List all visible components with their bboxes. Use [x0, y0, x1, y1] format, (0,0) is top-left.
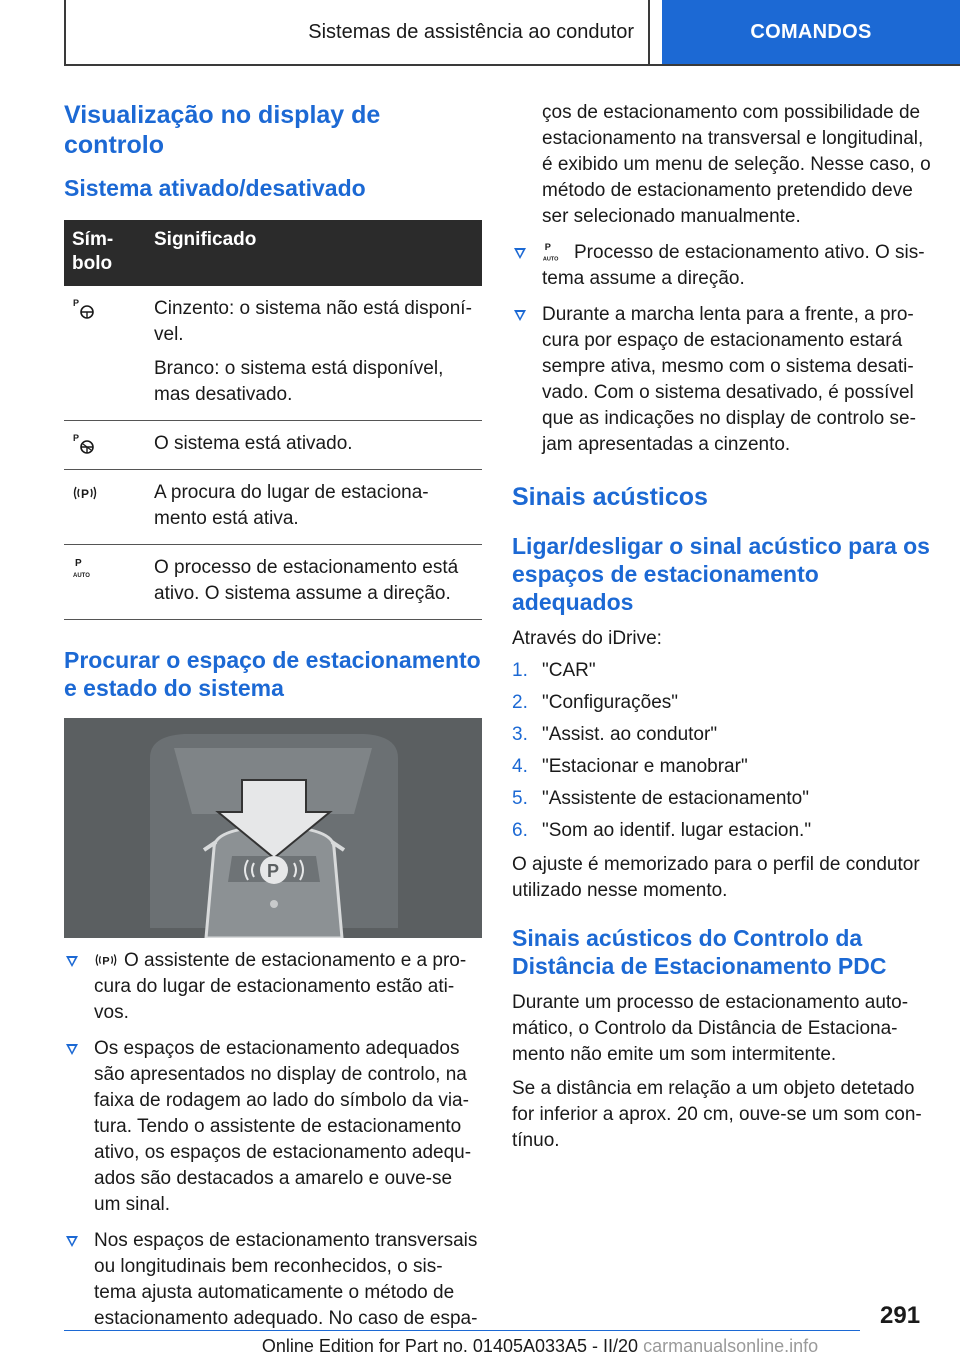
step-text: "Som ao identif. lugar estacion." [542, 820, 812, 841]
table-row [64, 286, 482, 421]
table-header-meaning: Significado [146, 220, 482, 286]
header-rule [64, 64, 960, 66]
table-header-symbol: Sím- bolo [64, 220, 146, 286]
pdc-paragraph-1: Durante um processo de estacionamento auto-mático, o Controlo da Distância de Estaciona-mento não emite um som intermitente. [512, 992, 909, 1065]
list-item [512, 690, 932, 716]
continued-paragraph: ços de estacionamento com possibilidade de estacionamento na transversal e longitudinal, é exibido um menu de seleção. Nesse caso, o método de estacionamento pretendido deve ser selecionado manualmente. [542, 102, 931, 227]
list-item [512, 722, 932, 748]
svg-text:P: P [102, 955, 110, 968]
list-item [512, 786, 932, 812]
bullet-list-right [512, 240, 932, 458]
table-row [64, 545, 482, 620]
bullet-text: Durante a marcha lenta para a frente, a pro-cura por espaço de estacionamento estará sempre ativa, mesmo com o sistema desati-vado. Com o sistema desativado, é possível que as indicações no display de controlo se-jam apresentadas a cinzento. [542, 304, 916, 455]
step-number: 3. [512, 724, 528, 745]
parking-display-illustration [64, 718, 482, 938]
table-row [64, 470, 482, 545]
parking-search-icon [72, 480, 98, 506]
step-number: 2. [512, 692, 528, 713]
svg-text:AUTO: AUTO [542, 256, 559, 263]
table-row [64, 421, 482, 470]
list-item [512, 240, 932, 292]
parking-search-icon [94, 948, 118, 972]
bullet-triangle-icon [66, 956, 78, 967]
step-number: 1. [512, 660, 528, 681]
section-title-display: Visualização no display de controlo [64, 101, 381, 159]
parking-auto-icon [542, 240, 566, 264]
left-column [64, 100, 482, 1332]
bullet-triangle-icon [66, 1236, 78, 1247]
list-item [512, 302, 932, 458]
step-text: "Estacionar e manobrar" [542, 756, 748, 777]
row-text: Cinzento: o sistema não está disponí-vel. [154, 298, 472, 345]
section-title-acoustic: Sinais acústicos [512, 483, 708, 511]
step-number: 6. [512, 820, 528, 841]
svg-text:P: P [544, 242, 551, 253]
parking-assist-steering-icon [72, 296, 98, 322]
step-text: "Configurações" [542, 692, 679, 713]
list-item [64, 1036, 482, 1218]
subtitle-pdc: Sinais acústicos do Controlo da Distância de Estacionamento PDC [512, 925, 887, 979]
list-item [512, 658, 932, 684]
footer-edition [160, 1336, 920, 1357]
row-text: A procura do lugar de estaciona-mento está ativa. [154, 482, 429, 529]
list-item [64, 948, 482, 1026]
bullet-text: Nos espaços de estacionamento transversais ou longitudinais bem reconhecidos, o sis-tema ajusta automaticamente o método de estacionamento adequado. No caso de espa- [94, 1230, 478, 1329]
bullet-text: O assistente de estacionamento e a pro-cura do lugar de estacionamento estão ati-vos. [94, 950, 467, 1023]
row-text: Branco: o sistema está disponível, mas desativado. [154, 358, 444, 405]
watermark-text[interactable]: carmanualsonline.info [643, 1336, 819, 1356]
step-text: "Assistente de estacionamento" [542, 788, 809, 809]
idrive-intro: Através do iDrive: [512, 628, 662, 649]
svg-text:AUTO: AUTO [73, 573, 90, 579]
header-chapter-tab[interactable]: COMANDOS [662, 0, 960, 64]
svg-text:P: P [267, 861, 280, 881]
svg-text:P: P [73, 298, 80, 308]
bullet-list-left [64, 948, 482, 1332]
header-divider-right [648, 0, 650, 66]
pdc-paragraph-2: Se a distância em relação a um objeto detetado for inferior a aprox. 20 cm, ouve-se um som con-tínuo. [512, 1078, 922, 1151]
step-text: "Assist. ao condutor" [542, 724, 718, 745]
page-number: 291 [880, 1302, 921, 1329]
list-item [512, 754, 932, 780]
step-number: 5. [512, 788, 528, 809]
car-parking-display-image [64, 718, 482, 938]
subtitle-acoustic-toggle: Ligar/desligar o sinal acústico para os espaços de estacionamento adequados [512, 533, 930, 615]
parking-auto-icon [72, 555, 98, 581]
bullet-text: Os espaços de estacionamento adequados são apresentados no display de controlo, na faixa de rodagem ao lado do símbolo da via-tura. Tendo o assistente de estacionamento ativo, os espaços de estacionamento adequ-ados são destacados a amarelo e ouve-se um sinal. [94, 1038, 472, 1215]
bullet-triangle-icon [514, 310, 526, 321]
symbol-table [64, 220, 482, 620]
bullet-text: Processo de estacionamento ativo. O sis-tema assume a direção. [542, 242, 925, 289]
list-item [512, 818, 932, 844]
right-column [512, 100, 932, 1154]
memorized-note: O ajuste é memorizado para o perfil de condutor utilizado nesse momento. [512, 854, 920, 901]
step-number: 4. [512, 756, 528, 777]
edition-text: Online Edition for Part no. 01405A033A5 - II/20 [261, 1336, 639, 1356]
footer-rule [64, 1330, 860, 1331]
row-text: O sistema está ativado. [154, 433, 353, 454]
svg-text:P: P [75, 558, 82, 569]
bullet-triangle-icon [66, 1044, 78, 1055]
list-item [64, 1228, 482, 1332]
bullet-triangle-icon [514, 248, 526, 259]
step-text: "CAR" [542, 660, 596, 681]
idrive-steps [512, 658, 932, 844]
svg-text:P: P [73, 433, 80, 443]
row-text: O processo de estacionamento está ativo. O sistema assume a direção. [154, 557, 459, 604]
subtitle-search-status: Procurar o espaço de estacionamento e estado do sistema [64, 647, 481, 701]
parking-assist-active-icon [72, 431, 98, 457]
svg-text:P: P [81, 487, 90, 501]
subtitle-system-status: Sistema ativado/desativado [64, 175, 366, 201]
header-section-title: Sistemas de assistência ao condutor [308, 20, 634, 43]
